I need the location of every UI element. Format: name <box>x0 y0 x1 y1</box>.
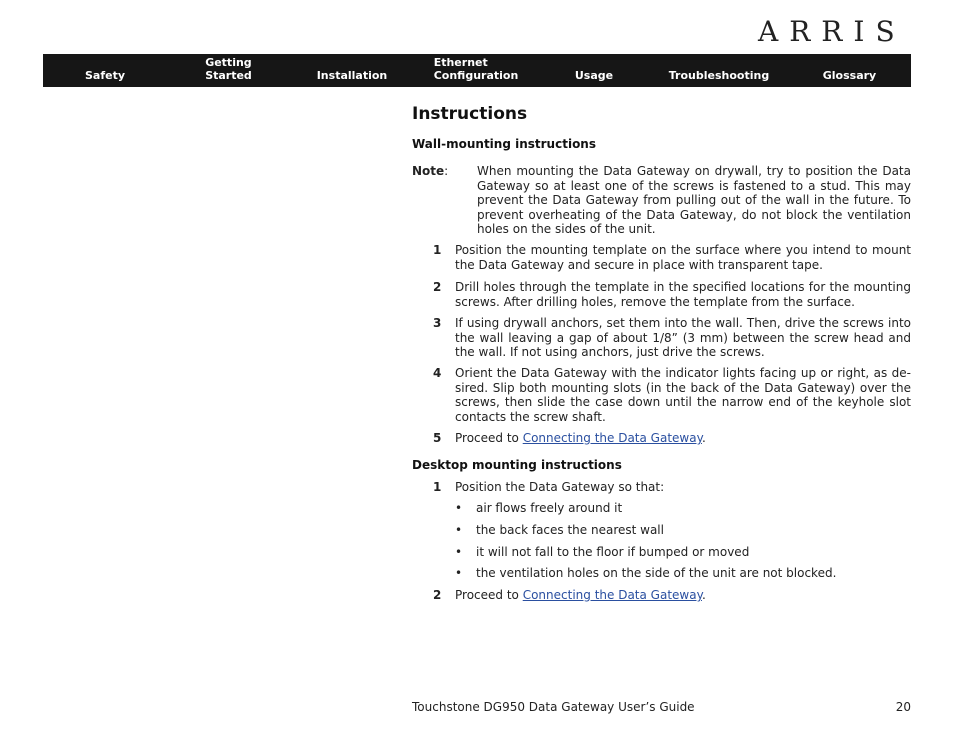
step-number: 2 <box>433 280 442 294</box>
step-text: Position the mounting template on the surface where you intend to mount the Data Gateway and secure in place with transparent tape. <box>455 243 911 272</box>
note-text: When mounting the Data Gateway on drywall, try to position the Data Gateway so at least one of the screws is fastened to a stud. This may prevent the Data Gateway from pulling out of the wall in the future. To prevent overheating of the Data Gateway, do not block the ventilation holes on the sides of the unit. <box>477 164 911 237</box>
nav-ethernet-configuration[interactable] <box>414 54 538 87</box>
arris-logo: ARRIS <box>758 15 906 48</box>
wall-step-1 <box>433 243 911 272</box>
nav-usage[interactable] <box>538 54 650 87</box>
note-label <box>412 164 448 179</box>
connecting-data-gateway-link[interactable]: Connecting the Data Gateway <box>522 431 702 445</box>
nav-label: Ethernet Configuration <box>433 56 519 82</box>
list-item-text: air flows freely around it <box>476 501 623 515</box>
list-item-text: the back faces the nearest wall <box>476 523 664 537</box>
guide-title: Touchstone DG950 Data Gateway User’s Guide <box>412 700 695 714</box>
bullet-icon: • <box>455 566 463 580</box>
step-suffix: . <box>701 431 706 445</box>
step-number: 5 <box>433 431 442 445</box>
nav-label: Usage <box>574 69 614 82</box>
wall-step-2 <box>433 280 911 309</box>
list-item <box>455 523 911 538</box>
step-text: Drill holes through the template in the specified locations for the mounting screws. After drilling holes, remove the template from the surface. <box>455 280 911 309</box>
step-text: If using drywall anchors, set them into the wall. Then, drive the screws into the wall leaving a gap of about 1/8” (3 mm) between the screw head and the wall. If not using anchors, just drive the screws. <box>455 316 911 360</box>
step-text: Orient the Data Gateway with the indicator lights facing up or right, as de-sired. Slip both mounting slots (in the back of the Data Gateway) over the screws, then slide the case down until the narrow end of the keyhole slot contacts the screw shaft. <box>455 366 911 424</box>
nav-glossary[interactable] <box>788 54 911 87</box>
desktop-step-1 <box>433 480 911 495</box>
step-number: 1 <box>433 480 442 494</box>
step-text: Position the Data Gateway so that: <box>455 480 665 494</box>
bullet-icon: • <box>455 523 463 537</box>
connecting-data-gateway-link[interactable]: Connecting the Data Gateway <box>522 588 702 602</box>
page-title: Instructions <box>412 104 528 124</box>
desktop-mounting-heading: Desktop mounting instructions <box>412 458 622 472</box>
nav-troubleshooting[interactable] <box>650 54 788 87</box>
step-number: 1 <box>433 243 442 257</box>
step-suffix: . <box>701 588 706 602</box>
wall-step-3 <box>433 316 911 360</box>
nav-label: Troubleshooting <box>668 69 770 82</box>
nav-getting-started[interactable] <box>167 54 290 87</box>
nav-label: Safety <box>84 69 126 82</box>
note-block <box>412 164 911 237</box>
list-item-text: it will not fall to the floor if bumped or moved <box>476 545 750 559</box>
nav-installation[interactable] <box>290 54 414 87</box>
wall-mounting-heading: Wall-mounting instructions <box>412 137 596 151</box>
nav-label: Installation <box>316 69 388 82</box>
step-number: 2 <box>433 588 442 602</box>
nav-label: Glossary <box>822 69 877 82</box>
wall-step-5 <box>433 431 911 446</box>
step-prefix: Proceed to <box>455 431 523 445</box>
step-text <box>455 431 911 446</box>
nav-safety[interactable] <box>43 54 167 87</box>
nav-label: Getting Started <box>205 56 252 82</box>
page-footer <box>412 700 911 714</box>
step-number: 4 <box>433 366 442 380</box>
note-label-text: Note <box>412 164 445 178</box>
page-number: 20 <box>895 700 911 714</box>
list-item-text: the ventilation holes on the side of the unit are not blocked. <box>476 566 837 580</box>
step-text <box>455 588 911 603</box>
list-item <box>455 545 911 560</box>
note-colon: : <box>444 164 449 178</box>
bullet-icon: • <box>455 545 463 559</box>
top-navigation-bar <box>43 54 911 87</box>
list-item <box>455 566 911 581</box>
list-item <box>455 501 911 516</box>
step-number: 3 <box>433 316 442 330</box>
step-prefix: Proceed to <box>455 588 523 602</box>
desktop-step-2 <box>433 588 911 603</box>
wall-step-4 <box>433 366 911 424</box>
bullet-icon: • <box>455 501 463 515</box>
